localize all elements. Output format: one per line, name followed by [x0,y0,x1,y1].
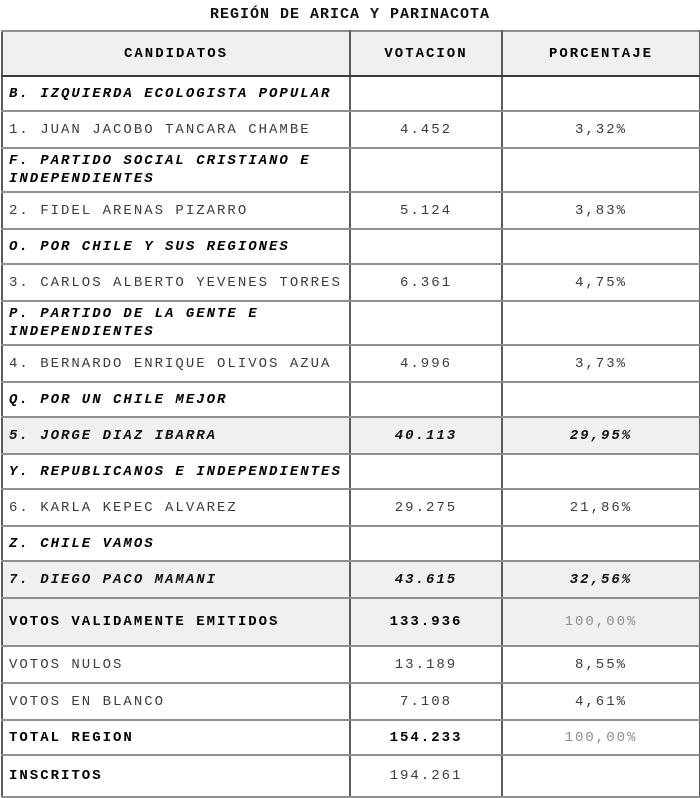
percentage-cell [502,454,700,489]
table-row [2,192,700,229]
row-label-cell: 6. KARLA KEPEC ALVAREZ [2,489,350,526]
votes-cell [350,76,502,111]
row-label-cell: VOTOS NULOS [2,646,350,683]
table-row [2,301,700,345]
votes-cell: 4.452 [350,111,502,148]
row-label-cell: O. POR CHILE Y SUS REGIONES [2,229,350,264]
votes-cell [350,229,502,264]
percentage-cell: 29,95% [502,417,700,454]
table-row [2,382,700,417]
table-row [2,454,700,489]
percentage-cell: 3,73% [502,345,700,382]
percentage-cell: 4,75% [502,264,700,301]
results-table-body [2,76,700,797]
votes-cell [350,148,502,192]
row-label-cell: VOTOS VALIDAMENTE EMITIDOS [2,598,350,646]
row-label-cell: Y. REPUBLICANOS E INDEPENDIENTES [2,454,350,489]
percentage-cell: 3,83% [502,192,700,229]
column-header-candidatos: CANDIDATOS [2,31,350,76]
percentage-cell: 32,56% [502,561,700,598]
votes-cell [350,301,502,345]
table-row [2,598,700,646]
row-label-cell: B. IZQUIERDA ECOLOGISTA POPULAR [2,76,350,111]
votes-cell: 154.233 [350,720,502,755]
percentage-cell [502,229,700,264]
percentage-cell [502,382,700,417]
votes-cell: 43.615 [350,561,502,598]
table-row [2,76,700,111]
votes-cell: 40.113 [350,417,502,454]
votes-cell [350,454,502,489]
row-label-cell: INSCRITOS [2,755,350,797]
percentage-cell: 100,00% [502,720,700,755]
results-table [1,30,700,798]
percentage-cell: 8,55% [502,646,700,683]
column-header-porcentaje: PORCENTAJE [502,31,700,76]
votes-cell [350,526,502,561]
row-label-cell: F. PARTIDO SOCIAL CRISTIANO E INDEPENDIENTES [2,148,350,192]
row-label-cell: TOTAL REGION [2,720,350,755]
table-row [2,755,700,797]
table-row [2,646,700,683]
votes-cell: 13.189 [350,646,502,683]
percentage-cell [502,301,700,345]
votes-cell: 5.124 [350,192,502,229]
table-row [2,148,700,192]
table-row [2,417,700,454]
table-row [2,561,700,598]
row-label-cell: Z. CHILE VAMOS [2,526,350,561]
votes-cell [350,382,502,417]
votes-cell: 29.275 [350,489,502,526]
percentage-cell: 3,32% [502,111,700,148]
row-label-cell: 1. JUAN JACOBO TANCARA CHAMBE [2,111,350,148]
percentage-cell [502,755,700,797]
percentage-cell [502,76,700,111]
row-label-cell: 2. FIDEL ARENAS PIZARRO [2,192,350,229]
row-label-cell: 4. BERNARDO ENRIQUE OLIVOS AZUA [2,345,350,382]
table-row [2,489,700,526]
votes-cell: 133.936 [350,598,502,646]
column-header-votacion: VOTACION [350,31,502,76]
percentage-cell: 4,61% [502,683,700,720]
votes-cell: 194.261 [350,755,502,797]
page-title: REGIÓN DE ARICA Y PARINACOTA [209,6,491,23]
row-label-cell: VOTOS EN BLANCO [2,683,350,720]
row-label-cell: 5. JORGE DIAZ IBARRA [2,417,350,454]
table-row [2,720,700,755]
table-row [2,683,700,720]
votes-cell: 7.108 [350,683,502,720]
row-label-cell: 7. DIEGO PACO MAMANI [2,561,350,598]
table-header-row [2,31,700,76]
percentage-cell [502,526,700,561]
percentage-cell: 100,00% [502,598,700,646]
table-row [2,345,700,382]
row-label-cell: Q. POR UN CHILE MEJOR [2,382,350,417]
table-row [2,264,700,301]
votes-cell: 4.996 [350,345,502,382]
votes-cell: 6.361 [350,264,502,301]
percentage-cell: 21,86% [502,489,700,526]
row-label-cell: 3. CARLOS ALBERTO YEVENES TORRES [2,264,350,301]
table-row [2,229,700,264]
percentage-cell [502,148,700,192]
table-row [2,111,700,148]
row-label-cell: P. PARTIDO DE LA GENTE E INDEPENDIENTES [2,301,350,345]
table-row [2,526,700,561]
